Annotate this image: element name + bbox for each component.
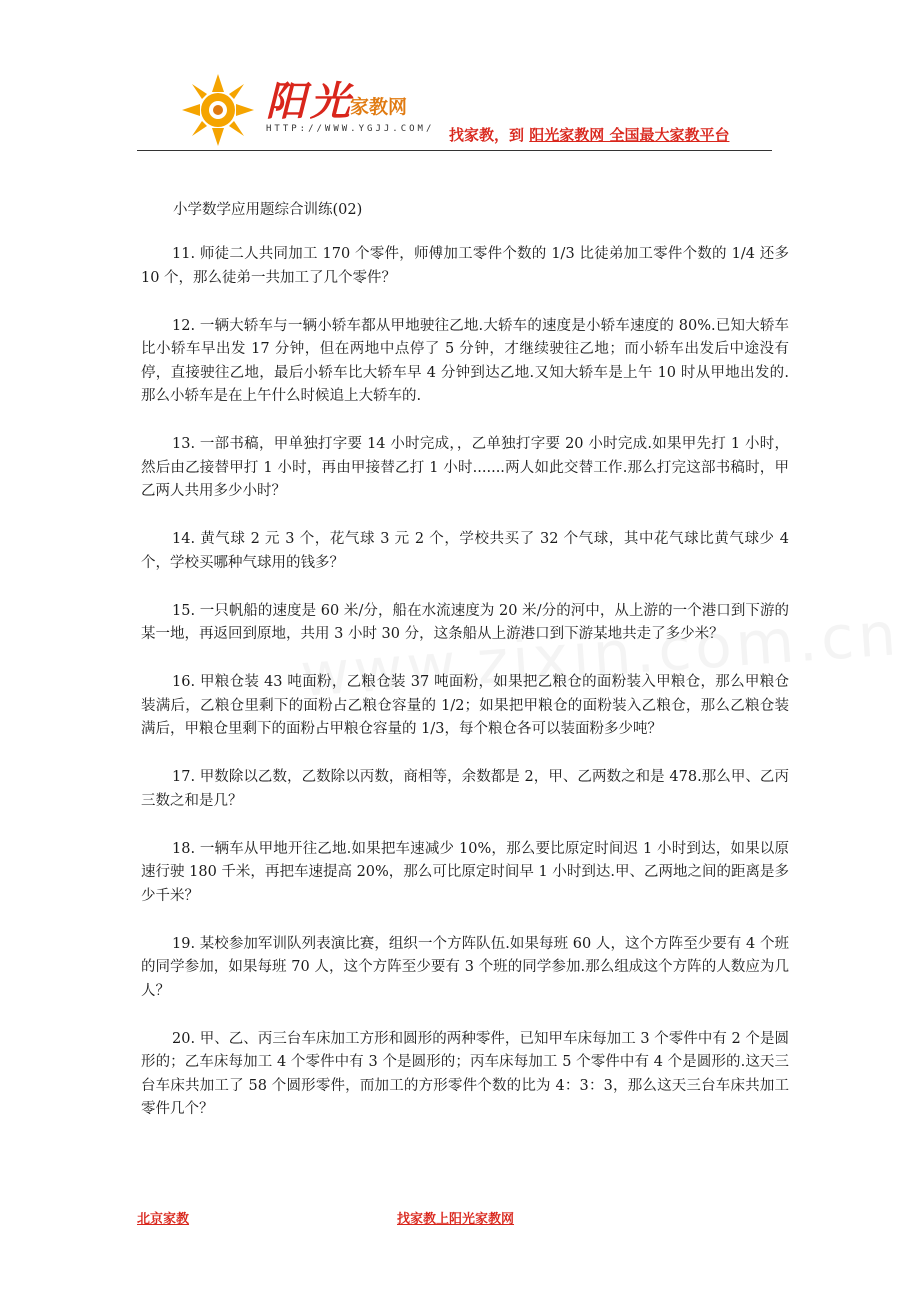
problem-17: 17. 甲数除以乙数，乙数除以丙数，商相等，余数都是 2，甲、乙两数之和是 478.那么甲、乙丙三数之和是几？ <box>141 769 789 809</box>
problem-14: 14. 黄气球 2 元 3 个，花气球 3 元 2 个，学校共买了 32 个气球，其中花气球比黄气球少 4 个，学校买哪种气球用的钱多？ <box>141 531 789 571</box>
footer-link-beijing-tutor[interactable]: 北京家教 <box>137 1212 190 1227</box>
brand-subtitle: 家教网 <box>350 96 408 118</box>
problem-15: 15. 一只帆船的速度是 60 米/分，船在水流速度为 20 米/分的河中，从上游的一个港口到下游的某一地，再返回到原地，共用 3 小时 30 分，这条船从上游港口到下游某地共走了多少米？ <box>141 602 789 642</box>
problem-list <box>141 243 789 1146</box>
problem-12: 12. 一辆大轿车与一辆小轿车都从甲地驶往乙地.大轿车的速度是小轿车速度的 80%.已知大轿车比小轿车早出发 17 分钟，但在两地中点停了 5 分钟，才继续驶往乙地；而小轿车出发后中途没有停，直接驶往乙地，最后小轿车比大轿车早 4 分钟到达乙地.又知大轿车是上午 10 时从甲地出发的.那么小轿车是在上午什么时候追上大轿车的. <box>141 317 789 404</box>
brand-url: HTTP://WWW.YGJJ.COM/ <box>266 124 435 134</box>
problem-20: 20. 甲、乙、丙三台车床加工方形和圆形的两种零件，已知甲车床每加工 3 个零件中有 2 个是圆形的；乙车床每加工 4 个零件中有 3 个是圆形的；丙车床每加工 5 个零件中有 4 个是圆形的.这天三台车床共加工了 58 个圆形零件，而加工的方形零件个数的比为 4：3：3，那么这天三台车床共加工零件几个？ <box>141 1030 789 1117</box>
header-divider <box>137 150 772 151</box>
problem-19: 19. 某校参加军训队列表演比赛，组织一个方阵队伍.如果每班 60 人，这个方阵至少要有 4 个班的同学参加，如果每班 70 人，这个方阵至少要有 3 个班的同学参加.那么组成这个方阵的人数应为几人？ <box>141 935 789 999</box>
sun-logo-icon <box>180 72 256 148</box>
problem-11: 11. 师徒二人共同加工 170 个零件，师傅加工零件个数的 1/3 比徒弟加工零件个数的 1/4 还多 10 个，那么徒弟一共加工了几个零件？ <box>141 246 789 286</box>
brand-name: 阳光 <box>266 79 354 125</box>
slogan-prefix: 找家教，到 <box>449 126 530 144</box>
problem-13: 13. 一部书稿，甲单独打字要 14 小时完成，，乙单独打字要 20 小时完成.如果甲先打 1 小时，然后由乙接替甲打 1 小时，再由甲接替乙打 1 小时.......两人如此交替工作.那么打完这部书稿时，甲乙两人共用多少小时？ <box>141 436 789 499</box>
document-title: 小学数学应用题综合训练(02) <box>173 202 363 218</box>
site-logo[interactable] <box>180 62 460 142</box>
problem-18: 18. 一辆车从甲地开往乙地.如果把车速减少 10%，那么要比原定时间迟 1 小时到达，如果以原速行驶 180 千米，再把车速提高 20%，那么可比原定时间早 1 小时到达.甲、乙两地之间的距离是多少千米？ <box>141 840 789 904</box>
footer-link-find-tutor[interactable]: 找家教上阳光家教网 <box>397 1212 515 1227</box>
problem-16: 16. 甲粮仓装 43 吨面粉，乙粮仓装 37 吨面粉，如果把乙粮仓的面粉装入甲粮仓，那么甲粮仓装满后，乙粮仓里剩下的面粉占乙粮仓容量的 1/2；如果把甲粮仓的面粉装入乙粮仓，那么乙粮仓装满后，甲粮仓里剩下的面粉占甲粮仓容量的 1/3，每个粮仓各可以装面粉多少吨？ <box>141 674 789 737</box>
slogan-link[interactable]: 阳光家教网 全国最大家教平台 <box>529 126 730 144</box>
header-slogan <box>449 124 729 145</box>
